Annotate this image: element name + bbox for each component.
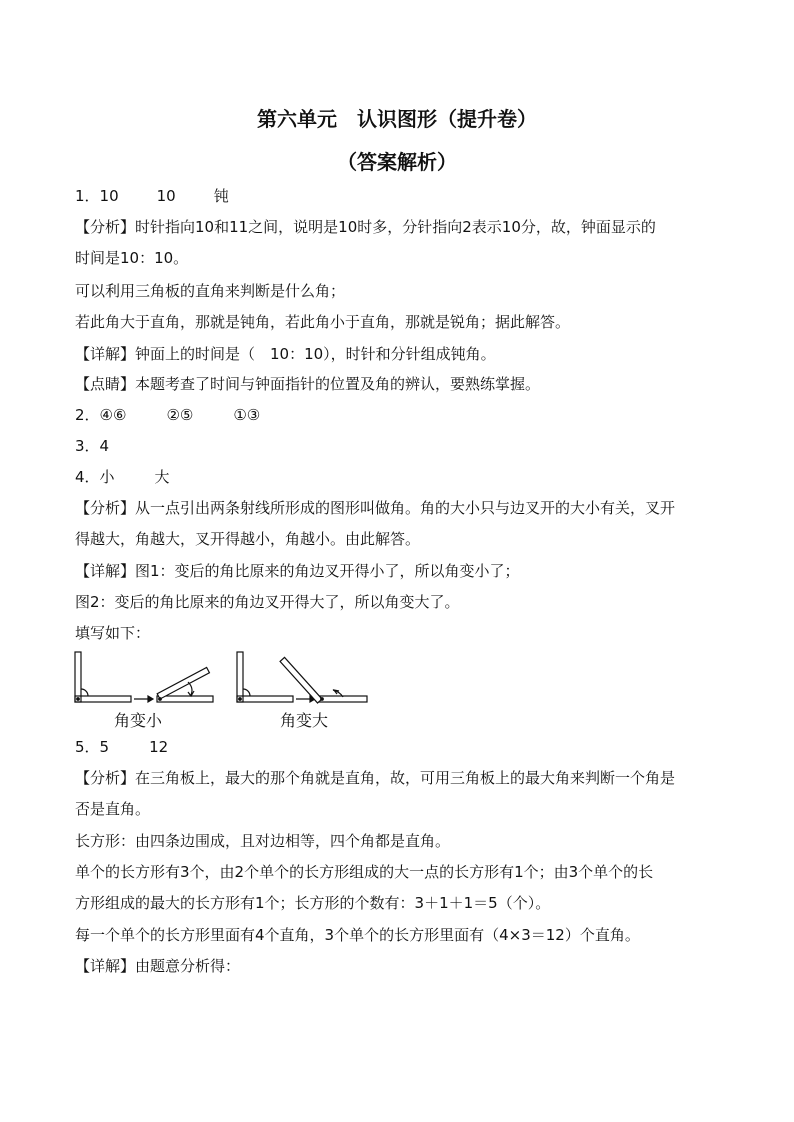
answer-1-b: 10 [156, 187, 176, 205]
angle-arc-1 [81, 689, 88, 696]
text-line: 若此角大于直角，那就是钝角，若此角小于直角，那就是锐角；据此解答。 [75, 313, 571, 331]
answer-2-a: 2．④⑥ [75, 406, 127, 424]
text-line: 得越大，角越大，叉开得越小，角越小。由此解答。 [75, 530, 421, 548]
text-line: 【详解】由题意分析得： [75, 957, 241, 975]
label-angle-smaller: 角变小 [114, 711, 163, 730]
text-line: 单个的长方形有3个，由2个单个的长方形组成的大一点的长方形有1个；由3个单个的长 [75, 863, 654, 881]
text-line: 【分析】从一点引出两条射线所形成的图形叫做角。角的大小只与边叉开的大小有关，叉开 [75, 499, 676, 517]
page-title: 第六单元 认识图形（提升卷） [257, 107, 537, 131]
text-line: 【分析】时针指向10和11之间，说明是10时多，分针指向2表示10分，故，钟面显示的 [75, 218, 656, 236]
text-line: 【详解】图1：变后的角比原来的角边叉开得小了，所以角变小了； [75, 562, 520, 580]
answer-5-a: 5．5 [75, 738, 110, 756]
text-line: 方形组成的最大的长方形有1个；长方形的个数有：3＋1＋1＝5（个）。 [75, 894, 551, 912]
answer-5 [75, 737, 168, 757]
answer-5-b: 12 [149, 738, 169, 756]
text-line: 时间是10：10。 [75, 249, 189, 267]
text-line: 【点睛】本题考查了时间与钟面指针的位置及角的辨认，要熟练掌握。 [75, 375, 541, 393]
text-line: 可以利用三角板的直角来判断是什么角； [75, 282, 346, 300]
horizontal-ruler-1 [75, 696, 131, 702]
text-line: 长方形：由四条边围成，且对边相等，四个角都是直角。 [75, 832, 451, 850]
answer-2 [75, 405, 260, 425]
label-angle-larger: 角变大 [280, 711, 329, 730]
text-line: 【分析】在三角板上，最大的那个角就是直角，故，可用三角板上的最大角来判断一个角是 [75, 769, 676, 787]
text-line: 图2：变后的角比原来的角边叉开得大了，所以角变大了。 [75, 593, 460, 611]
answer-4-b: 大 [154, 468, 170, 486]
angle-figure [70, 648, 370, 730]
answer-4 [75, 467, 170, 487]
angle-diagram [70, 648, 370, 710]
text-line: 【详解】钟面上的时间是（ 10：10），时针和分针组成钝角。 [75, 345, 496, 363]
answer-2-c: ①③ [233, 406, 261, 424]
vertical-ruler-2 [237, 652, 243, 702]
answer-1-a: 1．10 [75, 187, 119, 205]
horizontal-ruler-2 [237, 696, 293, 702]
answer-4-a: 4．小 [75, 468, 115, 486]
page-subtitle: （答案解析） [337, 150, 457, 174]
text-line: 填写如下： [75, 624, 151, 642]
text-line: 否是直角。 [75, 800, 151, 818]
text-line: 每一个单个的长方形里面有4个直角，3个单个的长方形里面有（4×3＝12）个直角。 [75, 926, 640, 944]
vertical-ruler-1 [75, 652, 81, 702]
answer-3: 3．4 [75, 437, 110, 455]
answer-1 [75, 186, 229, 206]
answer-1-c: 钝 [213, 187, 229, 205]
answer-2-b: ②⑤ [166, 406, 194, 424]
